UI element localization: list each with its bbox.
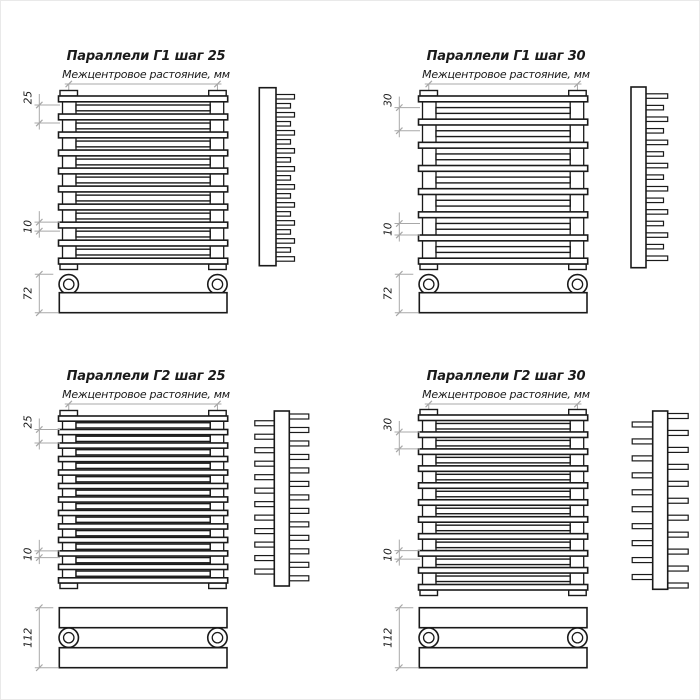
dimension-depth-label: 112 (22, 627, 35, 648)
dimension-depth-label: 72 (382, 286, 395, 301)
diagram-title: Параллели Г2 шаг 30 (426, 369, 586, 384)
front-view (419, 410, 588, 596)
diagram-subtitle: Межцентровое растояние, мм (62, 68, 230, 81)
dimension-offset-label: 10 (22, 219, 35, 234)
diagram-title: Параллели Г1 шаг 30 (426, 49, 586, 64)
technical-drawing (1, 1, 700, 700)
diagram-subtitle: Межцентровое растояние, мм (62, 388, 230, 401)
diagram-subtitle: Межцентровое растояние, мм (422, 388, 590, 401)
diagram-title: Параллели Г2 шаг 25 (66, 369, 226, 384)
diagram-subtitle: Межцентровое растояние, мм (422, 68, 590, 81)
dimension-offset-label: 10 (382, 548, 395, 562)
dimension-depth-label: 72 (22, 286, 35, 301)
dimension-pitch-label: 25 (22, 415, 35, 429)
front-view (59, 91, 228, 270)
front-view (59, 411, 228, 589)
dimension-pitch-label: 30 (382, 93, 395, 107)
side-view (259, 88, 294, 266)
diagram-title: Параллели Г1 шаг 25 (66, 49, 226, 64)
dimension-depth-label: 112 (382, 627, 395, 648)
dimension-offset-label: 10 (382, 222, 395, 236)
dimension-pitch-label: 30 (382, 417, 395, 432)
dimension-pitch-label: 25 (22, 90, 35, 105)
dimension-offset-label: 10 (22, 547, 35, 561)
